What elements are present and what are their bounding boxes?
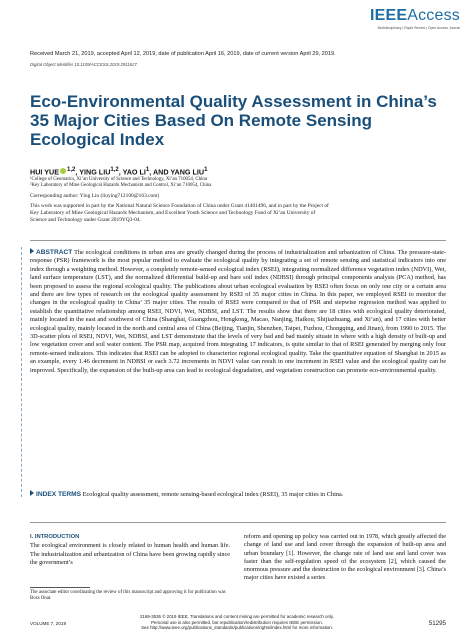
sidebar-rule bbox=[21, 247, 22, 497]
funding-line: Key Laboratory of Mine Geological Hazards Mechanism, and Excellent Youth Science and Technology Fund of Xi’an University of bbox=[30, 210, 316, 216]
funding-line: Science and Technology under Grant 2019YQ3-04. bbox=[30, 217, 141, 223]
paper-title bbox=[30, 92, 450, 149]
divider bbox=[30, 240, 446, 241]
abstract bbox=[30, 248, 446, 375]
author-affil-sup: 1,2 bbox=[67, 167, 76, 173]
footnote-divider bbox=[30, 587, 90, 588]
corresponding-author: Corresponding author: Ying Liu (liuying712100@163.com) bbox=[30, 193, 160, 199]
abstract-text: The ecological conditions in urban area are greatly changed during the process of industrialization and urbanization of China. The pressure-state-response (PSR) framework is the most popular method to evaluate the ecological quality by integrating a set of remote sensing and statistical indicators into one index through a weighting method. However, a completely remote-sensed ecological index (RSEI), integrating normalized difference vegetation index (NDVI), Wet, land surface temperature (LST), and the normalized differential build-up and bare soil index (NDBSI) through principal components analysis (PCA) method, has been proposed to assess the regional ecological quality. The publications about urban ecological evaluation by RSEI often focus on only one city or a certain area and there are few types of research on the ecological quality assessment by RSEI of 35 major cities in China. In this paper, we employed RSEI to monitor the changes in the ecological quality in China’ 35 major cities. The results of RSEI were compared to that of PSR and stepwise regression method was applied to establish the quantitative relationship among RSEI, NDVI, Wet, NDBSI, and LST. The results show that there are 18 cities with ecological quality deteriorated, mainly located in the east and southwest of China (Shanghai, Guangzhou, Hongkong, Macao, Nanjing, Haikou, Shijiazhuang, and Xi’an), and 17 cities with better ecological quality, mainly located in the north and central area of China (Beijing, Tianjin, Shenzhen, Taipei, Fuzhou, Chongqing, and Jinan), from 1990 to 2015. The 3D-scatter plots of RSEI, NDVI, Wet, NDBSI, and LST demonstrate that the levels of very bad and bad mainly situate in where with a high density of built-up and low vegetation cover and soil water content. The PSR map, acquired from integrating 17 indicators, is quite similar to that of RSEI generated by merging only four remote-sensed indicators. This indicates that RSEI can be adopted to characterize regional ecological quality. Take the quantitative equation of Shanghai in 2015 as an example, every 1.46 decrement in NDBSI or each 3.72 increments in NDVI value can result in one increment in RSEI value and the ecological quality can be improved. Specifically, the expansion of the built-up area can lead to ecological degradation, and vegetation construction can promote eco-environmental quality. bbox=[30, 249, 446, 374]
abstract-label: ABSTRACT bbox=[36, 249, 73, 256]
author-name: , YING LIU bbox=[75, 167, 111, 177]
body-column-right bbox=[244, 533, 446, 583]
body-column-left bbox=[30, 533, 230, 567]
journal-logo bbox=[370, 8, 460, 30]
logo-light: Access bbox=[407, 7, 460, 24]
funding-line: This work was supported in part by the National Natural Science Foundation of China under Grant 41401496, and in part by the Project of bbox=[30, 203, 329, 209]
index-terms-text: Ecological quality assessment, remote sensing-based ecological index (RSEI), 35 major cities in China. bbox=[82, 491, 344, 498]
index-terms-label: INDEX TERMS bbox=[36, 491, 82, 498]
logo-tagline: Multidisciplinary | Rapid Review | Open Access Journal bbox=[377, 26, 460, 30]
funding-note bbox=[30, 203, 446, 224]
divider bbox=[30, 522, 446, 523]
author-name: , YAO LI bbox=[118, 167, 146, 177]
volume-label: VOLUME 7, 2019 bbox=[30, 621, 67, 626]
intro-text-right: reform and opening up policy was carried out in 1978, which greatly affected the change of land use and land cover through the expansion of built-up area and urban boundary [1]. However, the change rate of land use and land cover was faster than the self-regulation speed of the ecosystem [2], which caused the enormous pressure and the destruction to the ecological environment [3]. China’s major cities have existed a series bbox=[244, 533, 446, 582]
orcid-icon[interactable] bbox=[60, 168, 66, 174]
intro-text-left: The ecological environment is closely related to human health and human life. The industrialization and urbanization of China have been growing rapidly since the government’s bbox=[30, 542, 230, 566]
footer-line: Personal use is also permitted, but republication/redistribution requires IEEE permission. bbox=[151, 619, 323, 625]
affiliation: ²Key Laboratory of Mine Geological Hazards Mechanism and Control, Xi’an 710054, China bbox=[30, 183, 212, 188]
publication-dates: Received March 21, 2019, accepted April 12, 2019, date of publication April 16, 2019, date of current version April 29, 2019. bbox=[30, 51, 336, 57]
footer-line: 2169-3536 © 2019 IEEE. Translations and content mining are permitted for academic research only. bbox=[139, 614, 334, 619]
author-list bbox=[30, 167, 207, 176]
index-terms bbox=[30, 490, 446, 499]
title-line: Eco-Environmental Quality Assessment in China’s bbox=[30, 92, 437, 111]
author-affil-sup: 1 bbox=[204, 167, 208, 173]
author-name: HUI YUE bbox=[30, 167, 60, 177]
author-affil-sup: 1,2 bbox=[110, 167, 119, 173]
page-number: 51295 bbox=[428, 620, 446, 627]
author-affil-sup: 1 bbox=[145, 167, 150, 173]
section-heading: I. INTRODUCTION bbox=[30, 534, 80, 540]
author-name: , AND YANG LIU bbox=[149, 167, 205, 177]
footer-line[interactable]: See http://www.ieee.org/publications_standards/publications/rights/index.html for more information. bbox=[141, 625, 333, 631]
copyright-footer bbox=[130, 614, 344, 631]
doi: Digital Object Identifier 10.1109/ACCESS.2019.2911627 bbox=[30, 62, 137, 67]
triangle-icon bbox=[30, 490, 34, 496]
title-line: Ecological Index bbox=[30, 130, 165, 149]
footnote: The associate editor coordinating the review of this manuscript and approving it for publication was Bora Onat. bbox=[30, 590, 226, 602]
affiliation: ¹College of Geomatics, Xi’an University of Science and Technology, Xi’an 710054, China bbox=[30, 177, 208, 182]
title-line: 35 Major Cities Based On Remote Sensing bbox=[30, 111, 372, 130]
logo-bold: IEEE bbox=[369, 7, 408, 24]
triangle-icon bbox=[30, 248, 34, 254]
